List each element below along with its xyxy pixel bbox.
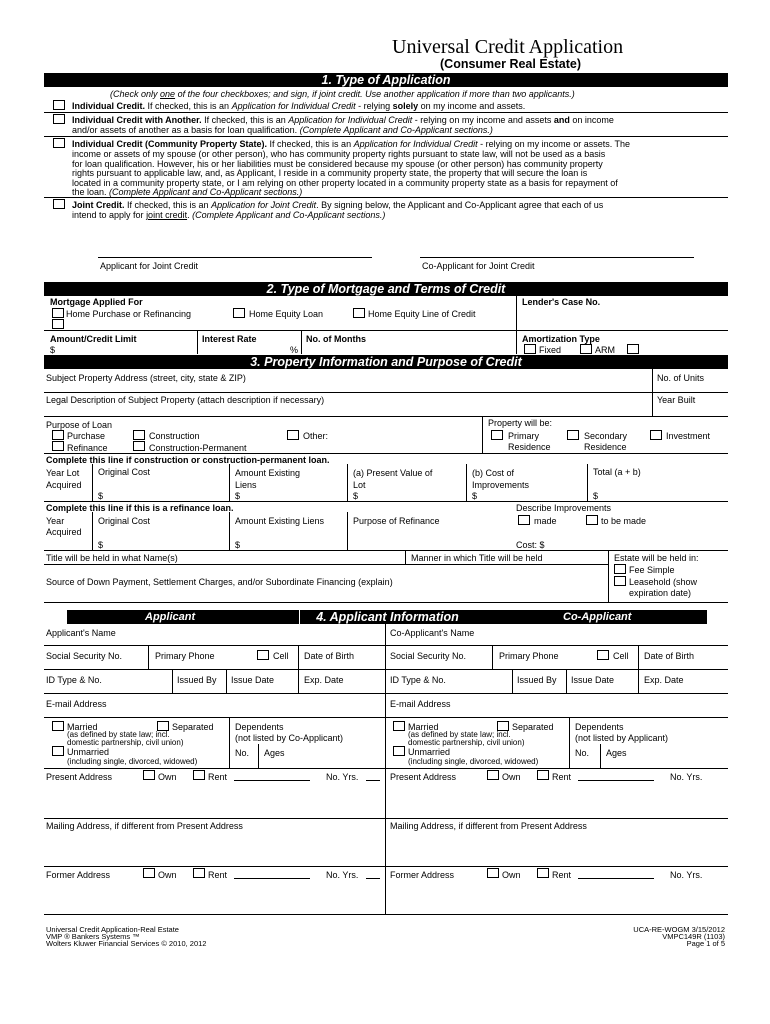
home-purchase-label: Home Purchase or Refinancing (66, 309, 192, 319)
coapplicant-married-checkbox[interactable] (393, 721, 405, 731)
applicant-present-rent-label: Rent (208, 772, 228, 782)
applicant-domestic-text: domestic partnership, civil union) (67, 738, 184, 747)
coapplicant-former-own-label: Own (502, 870, 521, 880)
community-property-checkbox[interactable] (53, 138, 65, 148)
refi-year-acquired-label: Year Acquired (46, 516, 82, 537)
amount-dollar-sign: $ (50, 345, 56, 355)
applicant-dob-label: Date of Birth (304, 651, 355, 661)
coapplicant-email-label: E-mail Address (390, 699, 451, 709)
applicant-present-own-checkbox[interactable] (143, 770, 155, 780)
footer-page-number: Page 1 of 5 (686, 939, 725, 948)
property-will-be-label: Property will be: (488, 418, 553, 428)
cost-of-improvements-label: (b) Cost of Improvements (472, 468, 530, 490)
construction-label: Construction (149, 431, 200, 441)
year-lot-acquired-label: Year Lot Acquired (46, 468, 82, 490)
improvements-made-checkbox[interactable] (518, 515, 530, 525)
investment-checkbox[interactable] (650, 430, 662, 440)
applicant-issued-by-label: Issued By (177, 675, 217, 685)
applicant-email-label: E-mail Address (46, 699, 107, 709)
coapplicant-issued-by-label: Issued By (517, 675, 557, 685)
manner-title-held-label: Manner in which Title will be held (411, 553, 543, 563)
footer-vendor: VMP ® Bankers Systems ™ (46, 932, 140, 941)
coapplicant-column-label: Co-Applicant (563, 611, 632, 623)
footer-form-name: Universal Credit Application-Real Estate (46, 925, 179, 934)
construction-total-dollar: $ (593, 491, 599, 501)
coapplicant-unmarried-label: Unmarried (408, 747, 451, 757)
footer-vmp-code: VMPC149R (1103) (662, 932, 725, 941)
applicant-dependents-ages-label: Ages (264, 748, 285, 758)
coapplicant-dependents-ages-label: Ages (606, 748, 627, 758)
coapplicant-ssn-label: Social Security No. (390, 651, 467, 661)
coapplicant-cell-label: Cell (613, 651, 629, 661)
coapplicant-present-own-label: Own (502, 772, 521, 782)
fixed-checkbox[interactable] (524, 344, 536, 354)
construction-permanent-checkbox[interactable] (133, 441, 145, 451)
applicant-former-own-checkbox[interactable] (143, 868, 155, 878)
applicant-phone-label: Primary Phone (155, 651, 215, 661)
coapplicant-married-label: Married (408, 722, 439, 732)
arm-label: ARM (595, 345, 615, 355)
coapplicant-name-label: Co-Applicant's Name (390, 628, 475, 638)
section-3-header: 3. Property Information and Purpose of Credit (44, 355, 728, 369)
mortgage-other-checkbox[interactable] (52, 319, 64, 329)
improvements-made-label: made (534, 516, 557, 526)
applicant-signature-line[interactable] (98, 257, 372, 258)
purpose-of-loan-label: Purpose of Loan (46, 420, 113, 430)
coapplicant-present-address-label: Present Address (390, 772, 457, 782)
secondary-residence-checkbox[interactable] (567, 430, 579, 440)
joint-credit-text-2: intend to apply for joint credit. (Complete Applicant and Co-Applicant sections.) (72, 210, 386, 220)
fee-simple-checkbox[interactable] (614, 564, 626, 574)
home-equity-line-label: Home Equity Line of Credit (368, 309, 476, 319)
improvements-to-be-made-label: to be made (601, 516, 647, 526)
improvements-cost-label: Cost: $ (516, 540, 545, 550)
applicant-cell-label: Cell (273, 651, 289, 661)
construction-permanent-label: Construction-Permanent (149, 443, 247, 453)
applicant-present-yrs-label: No. Yrs. (326, 772, 359, 782)
purchase-checkbox[interactable] (52, 430, 64, 440)
joint-credit-text: Joint Credit. If checked, this is an Application for Joint Credit. By signing below, the Applicant and Co-Applicant agree that each of us (72, 200, 604, 210)
applicant-ssn-label: Social Security No. (46, 651, 123, 661)
estate-held-in-label: Estate will be held in: (614, 553, 699, 563)
total-label: Total (a + b) (593, 467, 641, 477)
original-cost-label: Original Cost (98, 467, 151, 477)
section-1-header: 1. Type of Application (44, 73, 728, 87)
community-property-line-6: the loan. (Complete Applicant and Co-Applicant sections.) (72, 187, 303, 197)
applicant-not-listed-text: (not listed by Co-Applicant) (235, 733, 344, 743)
fee-simple-label: Fee Simple (629, 565, 675, 575)
coapplicant-exp-date-label: Exp. Date (644, 675, 684, 685)
legal-description-label: Legal Description of Subject Property (attach description if necessary) (46, 395, 325, 405)
refi-original-cost-label: Original Cost (98, 516, 151, 526)
community-property-line-5: located in a community property state, or I am relying on other property located in a community property state as a basis for repayment of (72, 178, 618, 188)
primary-residence-checkbox[interactable] (491, 430, 503, 440)
coapplicant-signature-line[interactable] (420, 257, 694, 258)
refi-liens-dollar: $ (235, 540, 241, 550)
refi-original-cost-dollar: $ (98, 540, 104, 550)
applicant-exp-date-label: Exp. Date (304, 675, 344, 685)
applicant-cell-checkbox[interactable] (257, 650, 269, 660)
title-names-label: Title will be held in what Name(s) (46, 553, 178, 563)
year-built-label: Year Built (657, 395, 696, 405)
applicant-former-address-label: Former Address (46, 870, 111, 880)
subject-property-address-label: Subject Property Address (street, city, state & ZIP) (46, 373, 246, 383)
interest-rate-label: Interest Rate (202, 334, 257, 344)
footer-copyright: Wolters Kluwer Financial Services © 2010, 2012 (46, 939, 207, 948)
applicant-unmarried-checkbox[interactable] (52, 746, 64, 756)
applicant-issue-date-label: Issue Date (231, 675, 275, 685)
community-property-line-3: for loan qualification. However, his or her liabilities must be considered because my spouse (or other person) has community property (72, 159, 603, 169)
individual-credit-checkbox[interactable] (53, 100, 65, 110)
construction-liens-dollar: $ (235, 491, 241, 501)
coapplicant-former-yrs-label: No. Yrs. (670, 870, 703, 880)
describe-improvements-label: Describe Improvements (516, 503, 612, 513)
lenders-case-label: Lender's Case No. (522, 297, 601, 307)
coapplicant-unmarried-checkbox[interactable] (393, 746, 405, 756)
refinance-label: Refinance (67, 443, 108, 453)
community-property-line-4: rights pursuant to applicable law, and, as Applicant, I reside in a community property state, the property that will secure the loan is (72, 168, 588, 178)
section-4-header: 4. Applicant Information (300, 610, 475, 624)
applicant-separated-label: Separated (172, 722, 214, 732)
refinance-line-heading: Complete this line if this is a refinance loan. (46, 503, 234, 513)
arm-checkbox[interactable] (580, 344, 592, 354)
coapplicant-mailing-address-label: Mailing Address, if different from Present Address (390, 821, 587, 831)
section-2-header: 2. Type of Mortgage and Terms of Credit (44, 282, 728, 296)
application-instructions: (Check only one of the four checkboxes; and sign, if joint credit. Use another application if more than two applicants.) (110, 89, 575, 99)
applicant-married-label: Married (67, 722, 98, 732)
coapplicant-present-rent-checkbox[interactable] (537, 770, 549, 780)
coapplicant-present-rent-label: Rent (552, 772, 572, 782)
coapplicant-present-own-checkbox[interactable] (487, 770, 499, 780)
applicant-former-yrs-label: No. Yrs. (326, 870, 359, 880)
purchase-label: Purchase (67, 431, 106, 441)
individual-credit-text: Individual Credit. If checked, this is an Application for Individual Credit - relying solely on my income and assets. (72, 101, 526, 111)
construction-original-cost-dollar: $ (98, 491, 104, 501)
primary-residence-label: Primary Residence (508, 431, 551, 452)
community-property-text: Individual Credit (Community Property State). If checked, this is an Application for Individual Credit - relying on my income or assets. The (72, 139, 631, 149)
coapplicant-dependents-label: Dependents (575, 722, 624, 732)
footer-form-code: UCA-RE-WOGM 3/15/2012 (633, 925, 725, 934)
coapplicant-former-own-checkbox[interactable] (487, 868, 499, 878)
coapplicant-former-rent-label: Rent (552, 870, 572, 880)
number-of-units-label: No. of Units (657, 373, 705, 383)
community-property-line-2: income or assets of my spouse (or other person), who has community property rights pursuant to state law, will not be used as a basis (72, 149, 606, 159)
applicant-including-text: (including single, divorced, widowed) (67, 757, 198, 766)
applicant-present-rent-checkbox[interactable] (193, 770, 205, 780)
present-value-lot-label: (a) Present Value of Lot (353, 468, 433, 490)
individual-with-another-checkbox[interactable] (53, 114, 65, 124)
applicant-dependents-no-label: No. (235, 748, 250, 758)
individual-with-another-text-2: and/or assets of another as a basis for loan qualification. (Complete Applicant and Co-Applicant sections.) (72, 125, 493, 135)
applicant-former-rent-checkbox[interactable] (193, 868, 205, 878)
amount-credit-limit-label: Amount/Credit Limit (50, 334, 137, 344)
coapplicant-separated-label: Separated (512, 722, 554, 732)
amortization-other-checkbox[interactable] (627, 344, 639, 354)
applicant-id-label: ID Type & No. (46, 675, 102, 685)
applicant-former-rent-label: Rent (208, 870, 228, 880)
coapplicant-cell-checkbox[interactable] (597, 650, 609, 660)
coapplicant-dob-label: Date of Birth (644, 651, 695, 661)
investment-label: Investment (666, 431, 711, 441)
coapplicant-issue-date-label: Issue Date (571, 675, 615, 685)
coapplicant-dependents-no-label: No. (575, 748, 590, 758)
home-equity-loan-checkbox[interactable] (233, 308, 245, 318)
construction-improvements-dollar: $ (472, 491, 478, 501)
coapplicant-domestic-text: domestic partnership, civil union) (408, 738, 525, 747)
home-equity-loan-label: Home Equity Loan (249, 309, 324, 319)
joint-credit-checkbox[interactable] (53, 199, 65, 209)
construction-line-heading: Complete this line if construction or construction-permanent loan. (46, 455, 330, 465)
coapplicant-including-text: (including single, divorced, widowed) (408, 757, 539, 766)
applicant-married-checkbox[interactable] (52, 721, 64, 731)
purpose-of-refinance-label: Purpose of Refinance (353, 516, 440, 526)
secondary-residence-label: Secondary Residence (584, 431, 628, 452)
construction-lot-value-dollar: $ (353, 491, 359, 501)
applicant-mailing-address-label: Mailing Address, if different from Present Address (46, 821, 243, 831)
other-purpose-checkbox[interactable] (287, 430, 299, 440)
coapplicant-phone-label: Primary Phone (499, 651, 559, 661)
coapplicant-not-listed-text: (not listed by Applicant) (575, 733, 669, 743)
coapplicant-as-defined-text: (as defined by state law; incl. (408, 730, 511, 739)
coapplicant-former-address-label: Former Address (390, 870, 455, 880)
coapplicant-former-rent-checkbox[interactable] (537, 868, 549, 878)
applicant-unmarried-label: Unmarried (67, 747, 110, 757)
construction-checkbox[interactable] (133, 430, 145, 440)
home-purchase-checkbox[interactable] (52, 308, 64, 318)
interest-percent-sign: % (290, 345, 299, 355)
applicant-dependents-label: Dependents (235, 722, 284, 732)
amount-existing-liens-label: Amount Existing Liens (235, 468, 301, 490)
coapplicant-id-label: ID Type & No. (390, 675, 446, 685)
refi-amount-existing-liens-label: Amount Existing Liens (235, 516, 325, 526)
applicant-present-address-label: Present Address (46, 772, 113, 782)
amortization-type-label: Amortization Type (522, 334, 600, 344)
fixed-label: Fixed (539, 345, 562, 355)
source-down-payment-label: Source of Down Payment, Settlement Charges, and/or Subordinate Financing (explain) (46, 577, 393, 587)
applicant-column-label: Applicant (145, 611, 196, 623)
refinance-checkbox[interactable] (52, 441, 64, 451)
individual-with-another-text: Individual Credit with Another. If checked, this is an Application for Individual Credit - relying on my income and assets and on income (72, 115, 614, 125)
leasehold-checkbox[interactable] (614, 576, 626, 586)
applicant-name-label: Applicant's Name (46, 628, 116, 638)
coapplicant-present-yrs-label: No. Yrs. (670, 772, 703, 782)
coapplicant-signature-label: Co-Applicant for Joint Credit (422, 261, 535, 271)
applicant-former-own-label: Own (158, 870, 177, 880)
applicant-signature-label: Applicant for Joint Credit (100, 261, 199, 271)
leasehold-label: Leasehold (show expiration date) (629, 577, 698, 598)
mortgage-applied-label: Mortgage Applied For (50, 297, 143, 307)
form-title: Universal Credit Application (392, 36, 624, 58)
improvements-to-be-made-checkbox[interactable] (586, 515, 598, 525)
form-subtitle: (Consumer Real Estate) (440, 57, 582, 71)
number-of-months-label: No. of Months (306, 334, 366, 344)
applicant-present-own-label: Own (158, 772, 177, 782)
home-equity-line-checkbox[interactable] (353, 308, 365, 318)
applicant-as-defined-text: (as defined by state law; incl. (67, 730, 170, 739)
other-purpose-label: Other: (303, 431, 329, 441)
